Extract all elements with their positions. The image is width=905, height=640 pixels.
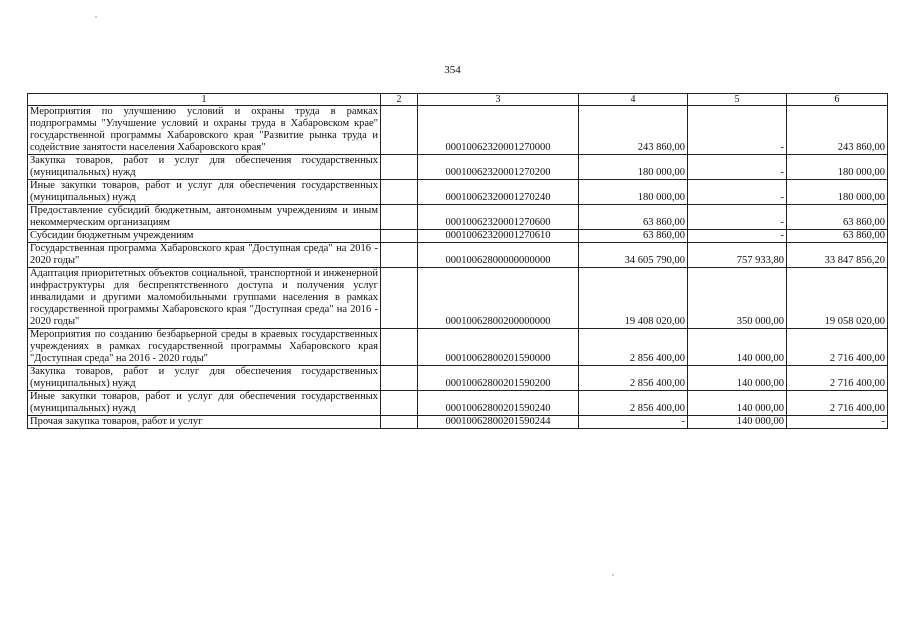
row-col2 [381, 205, 418, 230]
row-name: Иные закупки товаров, работ и услуг для обеспечения государственных (муниципальных) нужд [28, 180, 381, 205]
column-header: 1 [28, 94, 381, 106]
column-header: 6 [787, 94, 888, 106]
row-code: 00010062800201590240 [418, 391, 579, 416]
row-value-6: 180 000,00 [787, 155, 888, 180]
row-value-6: 63 860,00 [787, 205, 888, 230]
table-row [28, 268, 888, 329]
row-code: 00010062320001270600 [418, 205, 579, 230]
row-name: Прочая закупка товаров, работ и услуг [28, 416, 381, 429]
row-name: Мероприятия по созданию безбарьерной среды в краевых государственных учреждениях в рамках государственной программы Хабаровского края "Доступная среда" на 2016 - 2020 годы" [28, 329, 381, 366]
row-value-4: 63 860,00 [579, 230, 688, 243]
scan-speck [612, 574, 614, 576]
column-header: 3 [418, 94, 579, 106]
row-value-6: 243 860,00 [787, 106, 888, 155]
row-name: Адаптация приоритетных объектов социальной, транспортной и инженерной инфраструктуры для беспрепятственного доступа и получения услуг инвалидами и другими маломобильными группами населения в рамках государственной программы Хабаровского края "Доступная среда" на 2016 - 2020 годы" [28, 268, 381, 329]
table-row [28, 205, 888, 230]
row-value-4: - [579, 416, 688, 429]
row-code: 00010062320001270240 [418, 180, 579, 205]
row-value-5: - [688, 230, 787, 243]
row-value-4: 34 605 790,00 [579, 243, 688, 268]
row-col2 [381, 243, 418, 268]
scan-speck [95, 16, 97, 18]
row-value-6: 180 000,00 [787, 180, 888, 205]
row-value-6: - [787, 416, 888, 429]
row-value-5: 757 933,80 [688, 243, 787, 268]
row-col2 [381, 416, 418, 429]
row-value-5: - [688, 205, 787, 230]
row-value-5: - [688, 180, 787, 205]
row-code: 00010062800000000000 [418, 243, 579, 268]
row-name: Субсидии бюджетным учреждениям [28, 230, 381, 243]
row-value-6: 2 716 400,00 [787, 391, 888, 416]
row-code: 00010062800201590000 [418, 329, 579, 366]
row-col2 [381, 180, 418, 205]
row-code: 00010062320001270610 [418, 230, 579, 243]
table-row [28, 180, 888, 205]
row-col2 [381, 106, 418, 155]
row-value-5: 140 000,00 [688, 416, 787, 429]
table-row [28, 416, 888, 429]
row-value-5: 350 000,00 [688, 268, 787, 329]
row-value-6: 63 860,00 [787, 230, 888, 243]
column-header: 4 [579, 94, 688, 106]
table-row [28, 366, 888, 391]
row-col2 [381, 268, 418, 329]
table-header-row [28, 94, 888, 106]
row-value-6: 2 716 400,00 [787, 366, 888, 391]
row-col2 [381, 230, 418, 243]
column-header: 2 [381, 94, 418, 106]
budget-table [27, 93, 888, 429]
row-name: Предоставление субсидий бюджетным, автономным учреждениям и иным некоммерческим организациям [28, 205, 381, 230]
row-code: 00010062800200000000 [418, 268, 579, 329]
row-code: 00010062800201590200 [418, 366, 579, 391]
table-row [28, 243, 888, 268]
row-name: Закупка товаров, работ и услуг для обеспечения государственных (муниципальных) нужд [28, 366, 381, 391]
row-name: Мероприятия по улучшению условий и охраны труда в рамках подпрограммы "Улучшение условий и охраны труда в Хабаровском крае" государственной программы Хабаровского края "Развитие рынка труда и содействие занятости населения Хабаровского края" [28, 106, 381, 155]
row-code: 00010062320001270000 [418, 106, 579, 155]
table-row [28, 329, 888, 366]
row-value-5: 140 000,00 [688, 391, 787, 416]
table-row [28, 230, 888, 243]
row-value-4: 2 856 400,00 [579, 329, 688, 366]
row-col2 [381, 329, 418, 366]
row-name: Государственная программа Хабаровского края "Доступная среда" на 2016 - 2020 годы" [28, 243, 381, 268]
row-col2 [381, 155, 418, 180]
table-row [28, 391, 888, 416]
row-col2 [381, 391, 418, 416]
row-value-6: 2 716 400,00 [787, 329, 888, 366]
row-value-5: 140 000,00 [688, 329, 787, 366]
table-row [28, 106, 888, 155]
row-value-6: 19 058 020,00 [787, 268, 888, 329]
row-value-4: 2 856 400,00 [579, 366, 688, 391]
row-value-4: 180 000,00 [579, 155, 688, 180]
row-name: Иные закупки товаров, работ и услуг для обеспечения государственных (муниципальных) нужд [28, 391, 381, 416]
row-col2 [381, 366, 418, 391]
row-value-4: 63 860,00 [579, 205, 688, 230]
row-value-4: 180 000,00 [579, 180, 688, 205]
row-code: 00010062320001270200 [418, 155, 579, 180]
page-number: 354 [444, 64, 461, 76]
row-value-4: 19 408 020,00 [579, 268, 688, 329]
row-value-6: 33 847 856,20 [787, 243, 888, 268]
row-value-4: 243 860,00 [579, 106, 688, 155]
table-row [28, 155, 888, 180]
row-name: Закупка товаров, работ и услуг для обеспечения государственных (муниципальных) нужд [28, 155, 381, 180]
column-header: 5 [688, 94, 787, 106]
row-value-5: - [688, 106, 787, 155]
row-value-5: - [688, 155, 787, 180]
row-value-4: 2 856 400,00 [579, 391, 688, 416]
row-code: 00010062800201590244 [418, 416, 579, 429]
row-value-5: 140 000,00 [688, 366, 787, 391]
